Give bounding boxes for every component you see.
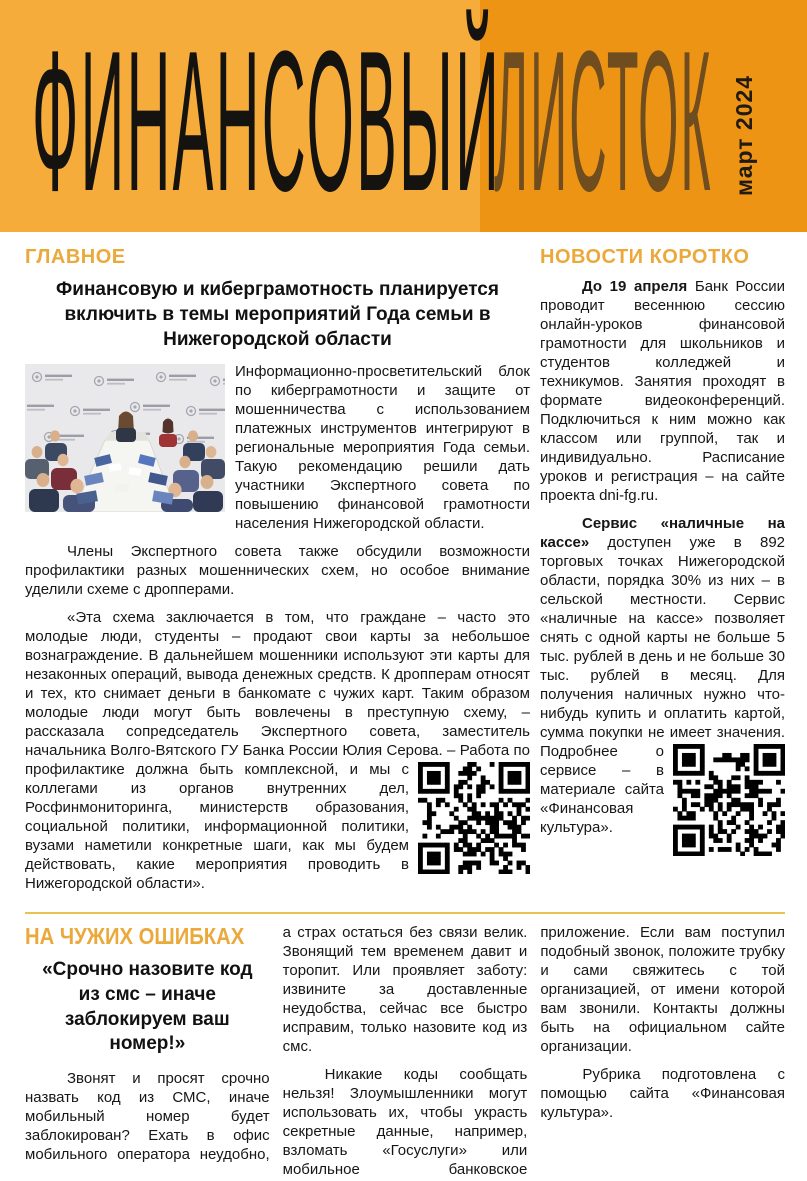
issue-date: март 2024 <box>731 74 757 196</box>
main-paragraph-3-text: «Эта схема заключается в том, что граждане – часто это молодые люди, студенты – продают свои карты за небольшое вознаграждение. В дальнейшем мошенники используют эти карты для незаконных операций, вывода денежных средств. К дропперам относят и тех, кто снимает деньги в банкомате с чужих карт. Таким образом молодые люди могут быть вовлечены в преступную схему, – рассказала сопредседатель Экспертного совета, заместитель начальника Волго-Вятского ГУ Банка России Юлия Серова. – Работа по профилактике должна быть <box>25 609 530 779</box>
news-item-1-lead: До 19 апреля <box>582 278 688 295</box>
main-paragraph-1: Информационно-просветительский блок по киберграмотности и защите от мошенничества с использованием платежных инструментов интегрируют в региональные мероприятия Года семьи. Такую рекомендацию решили дать участники Экспертного совета по повышению финансовой грамотности населения Нижегородской области. <box>235 363 530 533</box>
main-article-title: Финансовую и киберграмотность планируется включить в темы мероприятий Года семьи в Нижегородской области <box>56 279 499 351</box>
qr-code-icon <box>673 744 785 856</box>
main-paragraph-2: Члены Экспертного совета также обсудили возможности профилактики разных мошеннических схем, но особое внимание уделили схеме с дропперами. <box>25 543 530 599</box>
lessons-article-title: «Срочно назовите код из смс – иначе заблокируем ваш номер!» <box>42 959 253 1055</box>
masthead-title-left: ФИНАНСОВЫЙ <box>32 10 502 232</box>
lessons-paragraph-3 <box>540 1065 785 1122</box>
lessons-section <box>25 923 785 1181</box>
lessons-paragraph-3-text: Рубрика подготовлена с помощью сайта «Финансовая культура». <box>540 1066 785 1122</box>
lessons-paragraph-1: Звонят и просят срочно назвать код из СМС, иначе мобильный номер будет заблокирован? Ехать в офис мобильного оператора неудобно, а страх остаться без связи велик. Звонящий тем временем давит и торопит. Или проявляет заботу: извините за доставленные неудобства, сейчас все быстро исправим, только назовите код из смс. <box>25 924 528 1163</box>
news-column <box>540 246 785 860</box>
section-divider <box>25 912 785 914</box>
news-item-2-lead: Сервис «наличные на кассе» <box>540 515 785 551</box>
news-item-2-text: доступен уже в 892 торговых точках Нижегородской области, порядка 30% из них – в сельской местности. Сервис «наличные на кассе» позволяет снять с одной карты не больше 5 тыс. рублей в день и не больше 30 тыс. рублей в месяц. Для получения наличных нужно что-нибудь купить и оплатить картой, сумма покупки не имеет значения. <box>540 534 785 741</box>
qr-code-icon <box>418 762 530 874</box>
page-body <box>0 232 807 1181</box>
masthead-title-right: ЛИСТОК <box>494 10 713 232</box>
news-item-1 <box>540 277 785 505</box>
news-item-1-text: Банк России проводит весеннюю сессию онлайн-уроков финансовой грамотности для школьников и студентов колледжей и техникумов. Занятия проходят в формате видеоконференций. Подключиться к ним можно как классом или группой, так и индивидуально. Расписание уроков и регистрация – на сайте проекта dni-fg.ru. <box>540 278 785 504</box>
lessons-paragraph-2: Никакие коды сообщать нельзя! Злоумышленники могут использовать их, чтобы украсть секретные данные, например, взломать «Госуслуги» или мобильное банковское приложение. Если вам поступил подобный звонок, положите трубку и сами свяжитесь с той организацией, от имени которой вам звонили. Контакты должны быть на официальном сайте организации. <box>282 924 785 1179</box>
section-label-news: НОВОСТИ КОРОТКО <box>540 246 750 268</box>
news-item-2-text-continued: Подробнее о сервисе – в материале сайта «Финансовая культура». <box>540 743 664 836</box>
main-paragraph-3-text-continued: комплексной, и мы с коллегами из органов внутренних дел, Росфинмониторинга, министерств образования, социальной политики, информационной политики, вузами наметили конкретные шаги, как мы будем действовать, какие мероприятия проводить в Нижегородской области». <box>25 761 409 893</box>
main-article-column <box>25 246 530 902</box>
section-label-lessons: НА ЧУЖИХ ОШИБКАХ <box>25 923 245 950</box>
news-item-2 <box>540 514 785 837</box>
masthead-banner <box>0 0 807 232</box>
meeting-photo <box>25 364 225 512</box>
main-paragraph-3 <box>25 608 530 893</box>
section-label-main: ГЛАВНОЕ <box>25 246 126 268</box>
